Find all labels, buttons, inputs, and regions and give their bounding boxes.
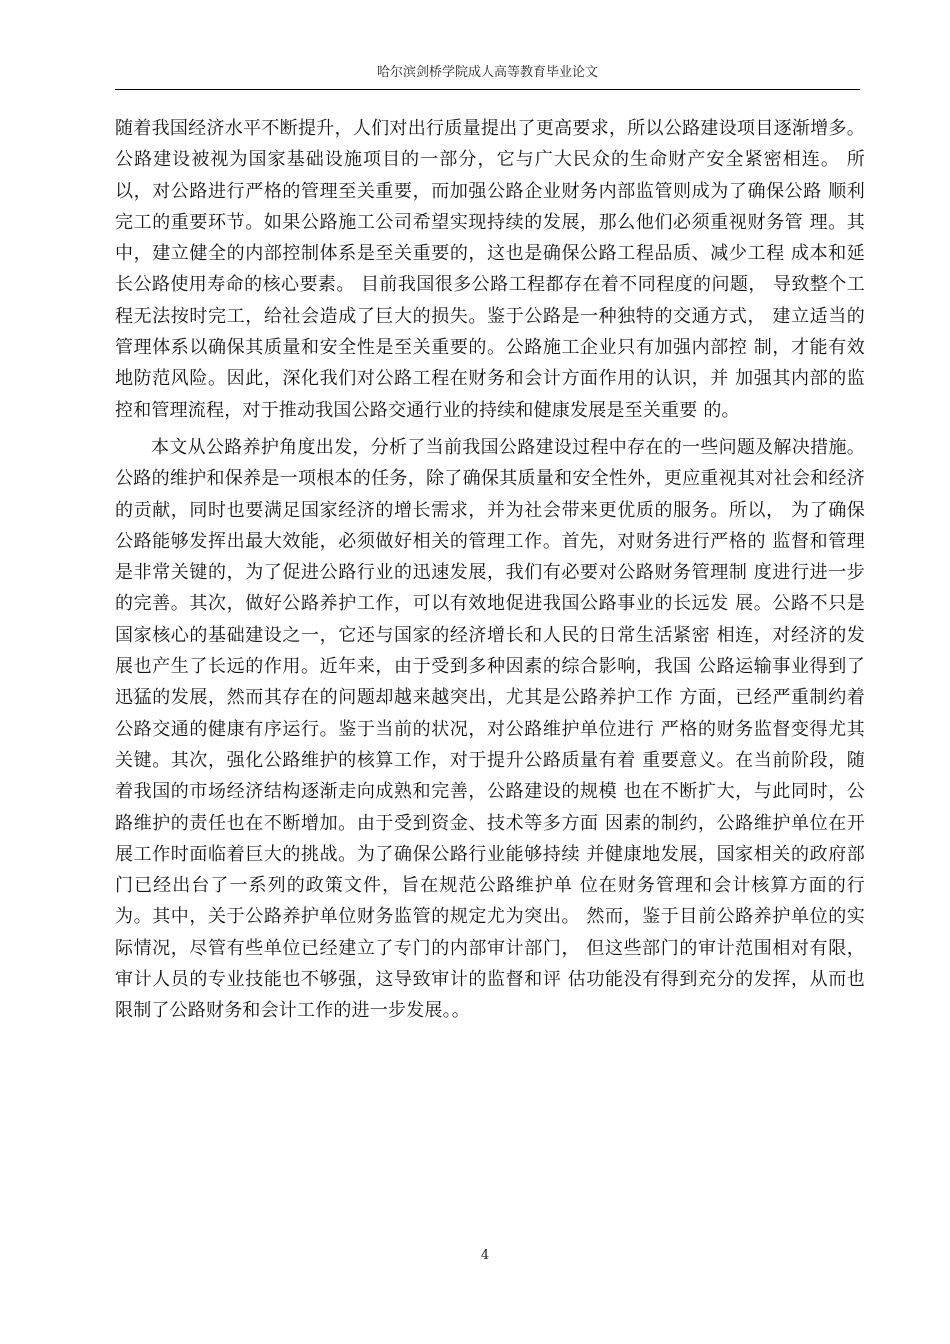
paragraph-1: 随着我国经济水平不断提升，人们对出行质量提出了更高要求，所以公路建设项目逐渐增多。公路建设被视为国家基础设施项目的一部分，它与广大民众的生命财产安全紧密相连。 所以，对公路进行严格的管理至关重要，而加强公路企业财务内部监管则成为了确保公路 顺利完工的重要环节。如果公路施工公司希望实现持续的发展，那么他们必须重视财务管 理。其中，建立健全的内部控制体系是至关重要的，这也是确保公路工程品质、减少工程 成本和延长公路使用寿命的核心要素。 目前我国很多公路工程都存在着不同程度的问题， 导致整个工程无法按时完工，给社会造成了巨大的损失。鉴于公路是一种独特的交通方式， 建立适当的管理体系以确保其质量和安全性是至关重要的。公路施工企业只有加强内部控 制，才能有效地防范风险。因此，深化我们对公路工程在财务和会计方面作用的认识，并 加强其内部的监控和管理流程，对于推动我国公路交通行业的持续和健康发展是至关重要 的。 [115,118,865,421]
body-text [115,113,865,1027]
paragraph-2: 本文从公路养护角度出发，分析了当前我国公路建设过程中存在的一些问题及解决措施。公路的维护和保养是一项根本的任务，除了确保其质量和安全性外，更应重视其对社会和经济的贡献，同时也要满足国家经济的增长需求，并为社会带来更优质的服务。所以， 为了确保公路能够发挥出最大效能，必须做好相关的管理工作。首先，对财务进行严格的 监督和管理是非常关键的，为了促进公路行业的迅速发展，我们有必要对公路财务管理制 度进行进一步的完善。其次，做好公路养护工作，可以有效地促进我国公路事业的长远发 展。公路不只是国家核心的基础建设之一，它还与国家的经济增长和人民的日常生活紧密 相连，对经济的发展也产生了长远的作用。近年来，由于受到多种因素的综合影响，我国 公路运输事业得到了迅猛的发展，然而其存在的问题却越来越突出，尤其是公路养护工作 方面，已经严重制约着公路交通的健康有序运行。鉴于当前的状况，对公路维护单位进行 严格的财务监督变得尤其关键。其次，强化公路维护的核算工作，对于提升公路质量有着 重要意义。在当前阶段，随着我国的市场经济结构逐渐走向成熟和完善，公路建设的规模 也在不断扩大，与此同时，公路维护的责任也在不断增加。由于受到资金、技术等多方面 因素的制约，公路维护单位在开展工作时面临着巨大的挑战。为了确保公路行业能够持续 并健康地发展，国家相关的政府部门已经出台了一系列的政策文件，旨在规范公路维护单 位在财务管理和会计核算方面的行为。其中，关于公路养护单位财务监管的规定尤为突出。 然而，鉴于目前公路养护单位的实际情况，尽管有些单位已经建立了专门的内部审计部门， 但这些部门的审计范围相对有限，审计人员的专业技能也不够强，这导致审计的监督和评 估功能没有得到充分的发挥，从而也限制了公路财务和会计工作的进一步发展。。 [115,436,865,1022]
page-number: 4 [480,1248,490,1263]
running-header [115,64,860,90]
header-title: 哈尔滨剑桥学院成人高等教育毕业论文 [376,65,598,80]
